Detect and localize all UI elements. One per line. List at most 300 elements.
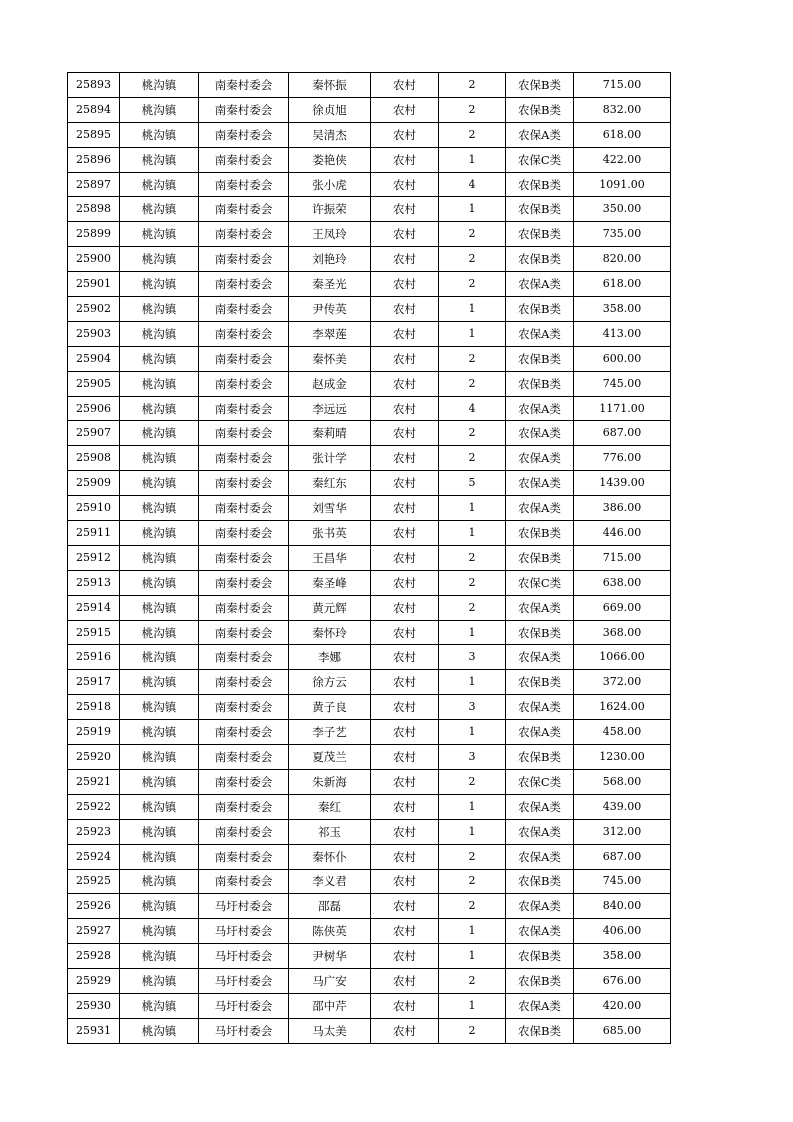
name-cell: 徐贞旭 (289, 97, 371, 122)
name-cell: 刘艳玲 (289, 247, 371, 272)
town-cell: 桃沟镇 (120, 321, 199, 346)
amount-cell: 832.00 (574, 97, 671, 122)
household-size-cell: 2 (439, 1018, 506, 1043)
village-cell: 南秦村委会 (199, 247, 289, 272)
record-id-cell: 25893 (68, 73, 120, 98)
table-row (68, 421, 671, 446)
name-cell: 许振荣 (289, 197, 371, 222)
category-cell: 农保A类 (506, 695, 574, 720)
village-cell: 南秦村委会 (199, 172, 289, 197)
area-type-cell: 农村 (371, 1018, 439, 1043)
area-type-cell: 农村 (371, 222, 439, 247)
record-id-cell: 25918 (68, 695, 120, 720)
table-row (68, 570, 671, 595)
category-cell: 农保B类 (506, 297, 574, 322)
table-row (68, 97, 671, 122)
category-cell: 农保A类 (506, 471, 574, 496)
town-cell: 桃沟镇 (120, 993, 199, 1018)
amount-cell: 368.00 (574, 620, 671, 645)
town-cell: 桃沟镇 (120, 172, 199, 197)
table-row (68, 745, 671, 770)
village-cell: 南秦村委会 (199, 147, 289, 172)
amount-cell: 687.00 (574, 421, 671, 446)
category-cell: 农保B类 (506, 521, 574, 546)
name-cell: 秦红东 (289, 471, 371, 496)
town-cell: 桃沟镇 (120, 147, 199, 172)
village-cell: 南秦村委会 (199, 545, 289, 570)
name-cell: 秦怀玲 (289, 620, 371, 645)
category-cell: 农保A类 (506, 321, 574, 346)
table-row (68, 919, 671, 944)
village-cell: 南秦村委会 (199, 620, 289, 645)
table-row (68, 222, 671, 247)
name-cell: 秦圣峰 (289, 570, 371, 595)
category-cell: 农保B类 (506, 97, 574, 122)
village-cell: 南秦村委会 (199, 197, 289, 222)
name-cell: 王昌华 (289, 545, 371, 570)
town-cell: 桃沟镇 (120, 695, 199, 720)
record-id-cell: 25931 (68, 1018, 120, 1043)
town-cell: 桃沟镇 (120, 670, 199, 695)
area-type-cell: 农村 (371, 346, 439, 371)
town-cell: 桃沟镇 (120, 570, 199, 595)
category-cell: 农保B类 (506, 620, 574, 645)
amount-cell: 439.00 (574, 794, 671, 819)
name-cell: 李翠莲 (289, 321, 371, 346)
table-row (68, 346, 671, 371)
area-type-cell: 农村 (371, 272, 439, 297)
area-type-cell: 农村 (371, 869, 439, 894)
name-cell: 秦怀美 (289, 346, 371, 371)
table-row (68, 272, 671, 297)
area-type-cell: 农村 (371, 645, 439, 670)
village-cell: 南秦村委会 (199, 521, 289, 546)
household-size-cell: 3 (439, 645, 506, 670)
record-id-cell: 25916 (68, 645, 120, 670)
record-id-cell: 25928 (68, 944, 120, 969)
village-cell: 南秦村委会 (199, 471, 289, 496)
household-size-cell: 5 (439, 471, 506, 496)
category-cell: 农保A类 (506, 272, 574, 297)
area-type-cell: 农村 (371, 496, 439, 521)
household-size-cell: 2 (439, 869, 506, 894)
category-cell: 农保B类 (506, 969, 574, 994)
household-size-cell: 1 (439, 819, 506, 844)
record-id-cell: 25911 (68, 521, 120, 546)
table-row (68, 247, 671, 272)
household-size-cell: 2 (439, 97, 506, 122)
category-cell: 农保B类 (506, 172, 574, 197)
name-cell: 张计学 (289, 446, 371, 471)
record-id-cell: 25924 (68, 844, 120, 869)
amount-cell: 422.00 (574, 147, 671, 172)
town-cell: 桃沟镇 (120, 247, 199, 272)
record-id-cell: 25923 (68, 819, 120, 844)
record-id-cell: 25898 (68, 197, 120, 222)
village-cell: 马圩村委会 (199, 944, 289, 969)
village-cell: 南秦村委会 (199, 272, 289, 297)
record-id-cell: 25902 (68, 297, 120, 322)
table-row (68, 321, 671, 346)
town-cell: 桃沟镇 (120, 521, 199, 546)
village-cell: 南秦村委会 (199, 396, 289, 421)
area-type-cell: 农村 (371, 521, 439, 546)
village-cell: 南秦村委会 (199, 595, 289, 620)
table-row (68, 471, 671, 496)
household-size-cell: 2 (439, 421, 506, 446)
area-type-cell: 农村 (371, 421, 439, 446)
town-cell: 桃沟镇 (120, 1018, 199, 1043)
amount-cell: 413.00 (574, 321, 671, 346)
town-cell: 桃沟镇 (120, 346, 199, 371)
amount-cell: 618.00 (574, 272, 671, 297)
name-cell: 李义君 (289, 869, 371, 894)
category-cell: 农保B类 (506, 346, 574, 371)
category-cell: 农保A类 (506, 794, 574, 819)
village-cell: 南秦村委会 (199, 720, 289, 745)
village-cell: 南秦村委会 (199, 122, 289, 147)
amount-cell: 715.00 (574, 545, 671, 570)
area-type-cell: 农村 (371, 769, 439, 794)
town-cell: 桃沟镇 (120, 471, 199, 496)
table-row (68, 595, 671, 620)
area-type-cell: 农村 (371, 371, 439, 396)
record-id-cell: 25921 (68, 769, 120, 794)
household-size-cell: 1 (439, 670, 506, 695)
name-cell: 秦怀振 (289, 73, 371, 98)
table-row (68, 122, 671, 147)
category-cell: 农保B类 (506, 869, 574, 894)
record-id-cell: 25896 (68, 147, 120, 172)
village-cell: 南秦村委会 (199, 371, 289, 396)
village-cell: 南秦村委会 (199, 869, 289, 894)
amount-cell: 458.00 (574, 720, 671, 745)
name-cell: 李娜 (289, 645, 371, 670)
town-cell: 桃沟镇 (120, 421, 199, 446)
table-row (68, 147, 671, 172)
area-type-cell: 农村 (371, 819, 439, 844)
village-cell: 南秦村委会 (199, 819, 289, 844)
village-cell: 南秦村委会 (199, 346, 289, 371)
town-cell: 桃沟镇 (120, 919, 199, 944)
household-size-cell: 1 (439, 321, 506, 346)
household-size-cell: 1 (439, 197, 506, 222)
category-cell: 农保C类 (506, 570, 574, 595)
name-cell: 邵磊 (289, 894, 371, 919)
amount-cell: 358.00 (574, 297, 671, 322)
amount-cell: 406.00 (574, 919, 671, 944)
amount-cell: 638.00 (574, 570, 671, 595)
area-type-cell: 农村 (371, 670, 439, 695)
record-id-cell: 25929 (68, 969, 120, 994)
category-cell: 农保B类 (506, 545, 574, 570)
amount-cell: 669.00 (574, 595, 671, 620)
area-type-cell: 农村 (371, 122, 439, 147)
table-row (68, 73, 671, 98)
area-type-cell: 农村 (371, 894, 439, 919)
table-row (68, 670, 671, 695)
table-row (68, 396, 671, 421)
household-size-cell: 2 (439, 346, 506, 371)
category-cell: 农保A类 (506, 993, 574, 1018)
household-size-cell: 2 (439, 545, 506, 570)
record-id-cell: 25926 (68, 894, 120, 919)
table-row (68, 297, 671, 322)
area-type-cell: 农村 (371, 969, 439, 994)
household-size-cell: 1 (439, 496, 506, 521)
town-cell: 桃沟镇 (120, 297, 199, 322)
village-cell: 南秦村委会 (199, 446, 289, 471)
table-row (68, 720, 671, 745)
name-cell: 马太美 (289, 1018, 371, 1043)
category-cell: 农保A类 (506, 844, 574, 869)
category-cell: 农保A类 (506, 894, 574, 919)
area-type-cell: 农村 (371, 695, 439, 720)
table-row (68, 894, 671, 919)
area-type-cell: 农村 (371, 446, 439, 471)
table-row (68, 1018, 671, 1043)
area-type-cell: 农村 (371, 720, 439, 745)
category-cell: 农保B类 (506, 247, 574, 272)
household-size-cell: 2 (439, 122, 506, 147)
town-cell: 桃沟镇 (120, 869, 199, 894)
household-size-cell: 2 (439, 844, 506, 869)
name-cell: 尹树华 (289, 944, 371, 969)
amount-cell: 372.00 (574, 670, 671, 695)
amount-cell: 1230.00 (574, 745, 671, 770)
record-id-cell: 25904 (68, 346, 120, 371)
table-row (68, 844, 671, 869)
table-row (68, 695, 671, 720)
category-cell: 农保A类 (506, 421, 574, 446)
village-cell: 南秦村委会 (199, 844, 289, 869)
town-cell: 桃沟镇 (120, 819, 199, 844)
category-cell: 农保B类 (506, 1018, 574, 1043)
household-size-cell: 4 (439, 172, 506, 197)
household-size-cell: 1 (439, 993, 506, 1018)
household-size-cell: 2 (439, 222, 506, 247)
table-row (68, 496, 671, 521)
record-id-cell: 25909 (68, 471, 120, 496)
category-cell: 农保C类 (506, 769, 574, 794)
table-row (68, 371, 671, 396)
record-id-cell: 25930 (68, 993, 120, 1018)
record-id-cell: 25927 (68, 919, 120, 944)
table-row (68, 993, 671, 1018)
name-cell: 李子艺 (289, 720, 371, 745)
amount-cell: 676.00 (574, 969, 671, 994)
category-cell: 农保A类 (506, 645, 574, 670)
category-cell: 农保B类 (506, 197, 574, 222)
name-cell: 尹传英 (289, 297, 371, 322)
name-cell: 马广安 (289, 969, 371, 994)
town-cell: 桃沟镇 (120, 720, 199, 745)
record-id-cell: 25895 (68, 122, 120, 147)
town-cell: 桃沟镇 (120, 496, 199, 521)
name-cell: 黄子良 (289, 695, 371, 720)
amount-cell: 1091.00 (574, 172, 671, 197)
village-cell: 南秦村委会 (199, 496, 289, 521)
area-type-cell: 农村 (371, 73, 439, 98)
household-size-cell: 1 (439, 521, 506, 546)
data-table (67, 72, 671, 1044)
record-id-cell: 25919 (68, 720, 120, 745)
name-cell: 王凤玲 (289, 222, 371, 247)
town-cell: 桃沟镇 (120, 645, 199, 670)
amount-cell: 568.00 (574, 769, 671, 794)
village-cell: 南秦村委会 (199, 769, 289, 794)
table-row (68, 944, 671, 969)
name-cell: 陈侠英 (289, 919, 371, 944)
category-cell: 农保C类 (506, 147, 574, 172)
category-cell: 农保A类 (506, 446, 574, 471)
record-id-cell: 25900 (68, 247, 120, 272)
amount-cell: 776.00 (574, 446, 671, 471)
amount-cell: 350.00 (574, 197, 671, 222)
record-id-cell: 25894 (68, 97, 120, 122)
amount-cell: 840.00 (574, 894, 671, 919)
village-cell: 马圩村委会 (199, 1018, 289, 1043)
category-cell: 农保B类 (506, 944, 574, 969)
household-size-cell: 2 (439, 272, 506, 297)
area-type-cell: 农村 (371, 545, 439, 570)
table-row (68, 969, 671, 994)
household-size-cell: 1 (439, 147, 506, 172)
village-cell: 南秦村委会 (199, 794, 289, 819)
amount-cell: 1066.00 (574, 645, 671, 670)
village-cell: 南秦村委会 (199, 321, 289, 346)
amount-cell: 386.00 (574, 496, 671, 521)
village-cell: 马圩村委会 (199, 894, 289, 919)
record-id-cell: 25914 (68, 595, 120, 620)
record-id-cell: 25897 (68, 172, 120, 197)
area-type-cell: 农村 (371, 147, 439, 172)
area-type-cell: 农村 (371, 97, 439, 122)
area-type-cell: 农村 (371, 844, 439, 869)
amount-cell: 1171.00 (574, 396, 671, 421)
record-id-cell: 25908 (68, 446, 120, 471)
record-id-cell: 25917 (68, 670, 120, 695)
category-cell: 农保A类 (506, 819, 574, 844)
household-size-cell: 1 (439, 297, 506, 322)
area-type-cell: 农村 (371, 595, 439, 620)
record-id-cell: 25920 (68, 745, 120, 770)
category-cell: 农保A类 (506, 919, 574, 944)
village-cell: 南秦村委会 (199, 670, 289, 695)
household-size-cell: 1 (439, 919, 506, 944)
household-size-cell: 1 (439, 620, 506, 645)
area-type-cell: 农村 (371, 297, 439, 322)
name-cell: 刘雪华 (289, 496, 371, 521)
town-cell: 桃沟镇 (120, 97, 199, 122)
record-id-cell: 25922 (68, 794, 120, 819)
area-type-cell: 农村 (371, 944, 439, 969)
table-row (68, 197, 671, 222)
table-row (68, 869, 671, 894)
town-cell: 桃沟镇 (120, 620, 199, 645)
amount-cell: 1439.00 (574, 471, 671, 496)
area-type-cell: 农村 (371, 919, 439, 944)
village-cell: 南秦村委会 (199, 297, 289, 322)
household-size-cell: 2 (439, 769, 506, 794)
record-id-cell: 25913 (68, 570, 120, 595)
household-size-cell: 1 (439, 944, 506, 969)
category-cell: 农保B类 (506, 222, 574, 247)
category-cell: 农保A类 (506, 595, 574, 620)
table-row (68, 545, 671, 570)
household-size-cell: 2 (439, 595, 506, 620)
amount-cell: 1624.00 (574, 695, 671, 720)
amount-cell: 687.00 (574, 844, 671, 869)
town-cell: 桃沟镇 (120, 545, 199, 570)
village-cell: 南秦村委会 (199, 645, 289, 670)
area-type-cell: 农村 (371, 570, 439, 595)
town-cell: 桃沟镇 (120, 844, 199, 869)
table-row (68, 172, 671, 197)
household-size-cell: 2 (439, 247, 506, 272)
town-cell: 桃沟镇 (120, 894, 199, 919)
household-size-cell: 2 (439, 73, 506, 98)
household-size-cell: 4 (439, 396, 506, 421)
town-cell: 桃沟镇 (120, 745, 199, 770)
name-cell: 祁玉 (289, 819, 371, 844)
name-cell: 夏茂兰 (289, 745, 371, 770)
table-row (68, 769, 671, 794)
household-size-cell: 2 (439, 570, 506, 595)
category-cell: 农保A类 (506, 122, 574, 147)
table-body (68, 73, 671, 1044)
household-size-cell: 2 (439, 969, 506, 994)
household-size-cell: 3 (439, 745, 506, 770)
town-cell: 桃沟镇 (120, 197, 199, 222)
village-cell: 南秦村委会 (199, 97, 289, 122)
village-cell: 马圩村委会 (199, 969, 289, 994)
name-cell: 李远远 (289, 396, 371, 421)
name-cell: 娄艳侠 (289, 147, 371, 172)
name-cell: 秦莉晴 (289, 421, 371, 446)
area-type-cell: 农村 (371, 172, 439, 197)
category-cell: 农保B类 (506, 670, 574, 695)
area-type-cell: 农村 (371, 396, 439, 421)
table-row (68, 521, 671, 546)
area-type-cell: 农村 (371, 794, 439, 819)
category-cell: 农保A类 (506, 396, 574, 421)
record-id-cell: 25915 (68, 620, 120, 645)
town-cell: 桃沟镇 (120, 222, 199, 247)
household-size-cell: 1 (439, 794, 506, 819)
amount-cell: 600.00 (574, 346, 671, 371)
town-cell: 桃沟镇 (120, 73, 199, 98)
village-cell: 南秦村委会 (199, 222, 289, 247)
category-cell: 农保A类 (506, 496, 574, 521)
town-cell: 桃沟镇 (120, 595, 199, 620)
village-cell: 马圩村委会 (199, 993, 289, 1018)
table-row (68, 794, 671, 819)
name-cell: 邵中芹 (289, 993, 371, 1018)
category-cell: 农保B类 (506, 745, 574, 770)
name-cell: 秦圣光 (289, 272, 371, 297)
town-cell: 桃沟镇 (120, 371, 199, 396)
area-type-cell: 农村 (371, 620, 439, 645)
area-type-cell: 农村 (371, 321, 439, 346)
amount-cell: 715.00 (574, 73, 671, 98)
village-cell: 南秦村委会 (199, 745, 289, 770)
village-cell: 南秦村委会 (199, 73, 289, 98)
town-cell: 桃沟镇 (120, 769, 199, 794)
town-cell: 桃沟镇 (120, 122, 199, 147)
name-cell: 张书英 (289, 521, 371, 546)
town-cell: 桃沟镇 (120, 794, 199, 819)
